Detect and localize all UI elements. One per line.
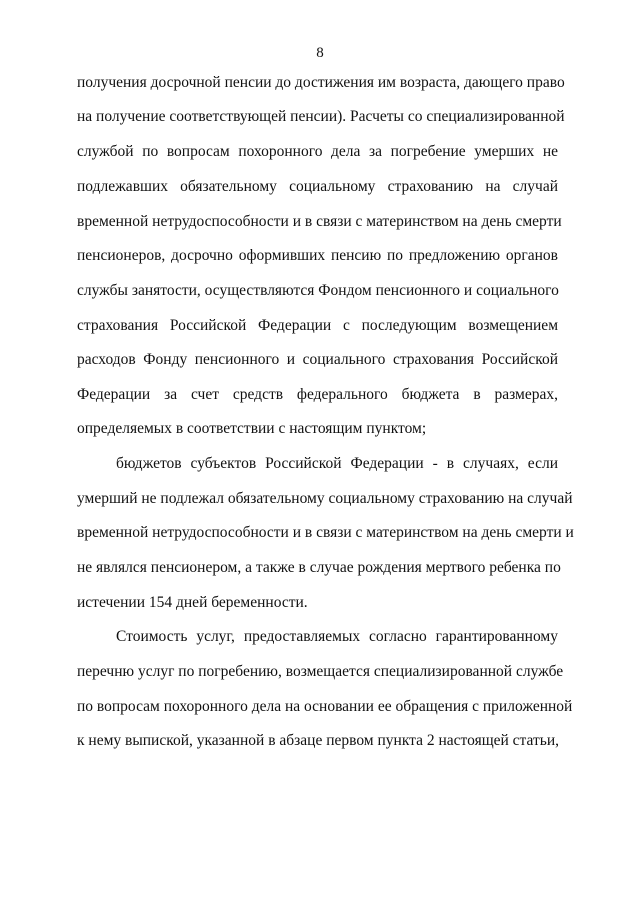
- text-line: не являлся пенсионером, а также в случае рождения мертвого ребенка по: [77, 559, 561, 576]
- text-line: умерший не подлежал обязательному социальному страхованию на случай: [77, 490, 573, 507]
- text-line: Федерации за счет средств федерального бюджета в размерах,: [77, 386, 558, 403]
- text-line: временной нетрудоспособности и в связи с материнством на день смерти: [77, 213, 562, 230]
- text-line: службы занятости, осуществляются Фондом пенсионного и социального: [77, 282, 559, 299]
- paragraph-first-line: Стоимость услуг, предоставляемых согласно гарантированному: [116, 628, 558, 645]
- text-line: страхования Российской Федерации с последующим возмещением: [77, 317, 558, 334]
- page-number: 8: [316, 45, 324, 61]
- text-line: временной нетрудоспособности и в связи с материнством на день смерти и: [77, 524, 574, 541]
- paragraph-first-line: бюджетов субъектов Российской Федерации - в случаях, если: [116, 455, 558, 472]
- text-line: на получение соответствующей пенсии). Расчеты со специализированной: [77, 108, 565, 125]
- text-line: истечении 154 дней беременности.: [77, 594, 308, 611]
- text-line: пенсионеров, досрочно оформивших пенсию по предложению органов: [77, 247, 558, 264]
- text-line: к нему выпиской, указанной в абзаце первом пункта 2 настоящей статьи,: [77, 732, 560, 749]
- text-line: подлежавших обязательному социальному страхованию на случай: [77, 178, 558, 195]
- text-line: расходов Фонду пенсионного и социального страхования Российской: [77, 351, 558, 368]
- text-line: перечню услуг по погребению, возмещается специализированной службе: [77, 663, 564, 680]
- text-line: получения досрочной пенсии до достижения им возраста, дающего право: [77, 74, 565, 91]
- text-line: по вопросам похоронного дела на основании ее обращения с приложенной: [77, 698, 573, 715]
- text-line: службой по вопросам похоронного дела за погребение умерших не: [77, 143, 558, 160]
- text-line: определяемых в соответствии с настоящим пунктом;: [77, 420, 427, 437]
